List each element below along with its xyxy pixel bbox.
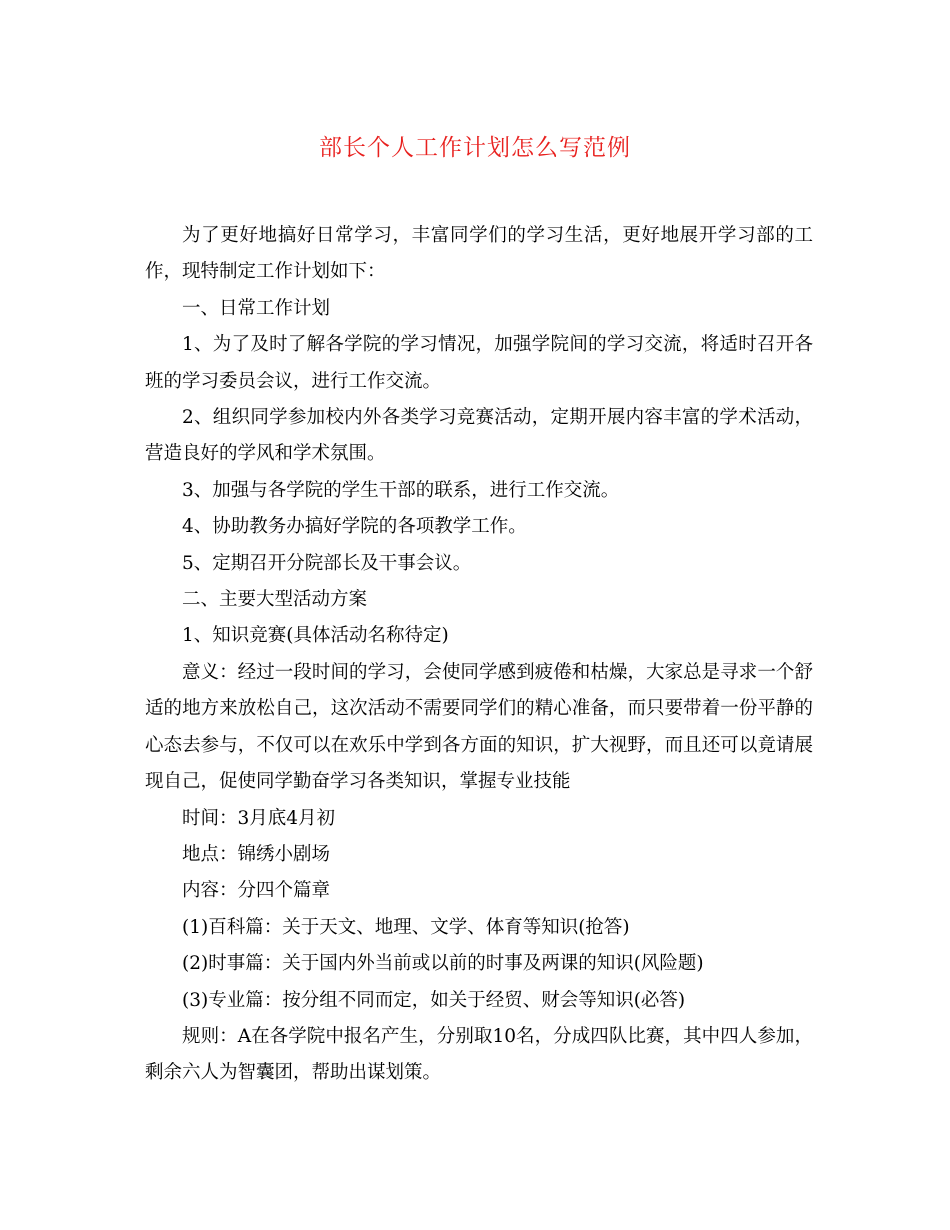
daily-plan-item-4: 4、协助教务办搞好学院的各项教学工作。 [182, 516, 527, 538]
daily-plan-item-5: 5、定期召开分院部长及干事会议。 [182, 552, 472, 574]
daily-plan-item-2: 2、组织同学参加校内外各类学习竞赛活动，定期开展内容丰富的学术活动，营造良好的学风和学术氛围。 [145, 407, 813, 465]
activity-time: 时间：3月底4月初 [182, 807, 336, 829]
activity-significance: 意义：经过一段时间的学习，会使同学感到疲倦和枯燥，大家总是寻求一个舒适的地方来放松自己，这次活动不需要同学们的精心准备，而只要带着一份平静的心态去参与，不仅可以在欢乐中学到各方面的知识，扩大视野，而且还可以竟请展现自己，促使同学勤奋学习各类知识，掌握专业技能 [145, 661, 813, 793]
daily-plan-item-3: 3、加强与各学院的学生干部的联系，进行工作交流。 [182, 479, 620, 501]
activity-content: 内容：分四个篇章 [182, 880, 331, 902]
section-heading-major-activities: 二、主要大型活动方案 [182, 589, 368, 611]
document-title: 部长个人工作计划怎么写范例 [319, 135, 631, 161]
activity-heading-knowledge-contest: 1、知识竞赛(具体活动名称待定) [182, 625, 449, 647]
daily-plan-item-1: 1、为了及时了解各学院的学习情况，加强学院间的学习交流，将适时召开各班的学习委员会议，进行工作交流。 [145, 334, 813, 392]
activity-location: 地点：锦绣小剧场 [182, 843, 331, 865]
content-item-current-affairs: (2)时事篇：关于国内外当前或以前的时事及两课的知识(风险题) [182, 953, 704, 975]
content-item-professional: (3)专业篇：按分组不同而定，如关于经贸、财会等知识(必答) [182, 989, 686, 1011]
content-item-encyclopedia: (1)百科篇：关于天文、地理、文学、体育等知识(抢答) [182, 916, 630, 938]
section-heading-daily-plan: 一、日常工作计划 [182, 297, 331, 319]
document-body [145, 218, 813, 1092]
intro-paragraph: 为了更好地搞好日常学习，丰富同学们的学习生活，更好地展开学习部的工作，现特制定工作计划如下： [145, 225, 813, 283]
activity-rules: 规则：A在各学院中报名产生，分别取10名，分成四队比赛，其中四人参加，剩余六人为智囊团，帮助出谋划策。 [145, 1025, 813, 1084]
